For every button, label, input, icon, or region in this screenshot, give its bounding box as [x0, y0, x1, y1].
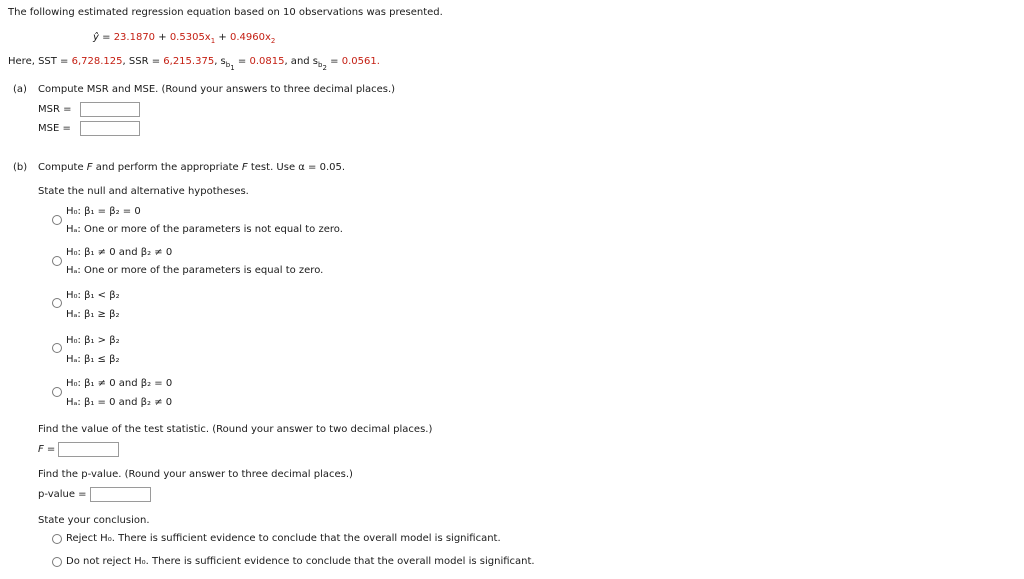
b1-term: 0.5305x	[169, 32, 211, 43]
hypothesis-option-3-h0: H₀: β₁ < β₂	[66, 290, 120, 301]
hypothesis-option-1-radio[interactable]	[52, 215, 62, 225]
part-a-prompt: Compute MSR and MSE. (Round your answers to three decimal places.)	[38, 84, 396, 95]
sst-label: Here, SST =	[8, 56, 69, 67]
msr-label: MSR =	[38, 104, 72, 115]
sb1-label: , s	[214, 56, 226, 67]
hypothesis-option-2-radio[interactable]	[52, 256, 62, 266]
hypothesis-option-1-ha: Hₐ: One or more of the parameters is not equal to zero.	[66, 224, 343, 235]
hypothesis-option-2-ha: Hₐ: One or more of the parameters is equal to zero.	[66, 265, 324, 276]
hypotheses-prompt: State the null and alternative hypotheses.	[38, 186, 249, 197]
intro-text: The following estimated regression equation based on 10 observations was presented.	[8, 7, 443, 18]
p-value-label: p-value =	[38, 489, 87, 500]
hypothesis-option-4-radio[interactable]	[52, 343, 62, 353]
f-label: F =	[38, 444, 56, 455]
ssr-label: , SSR =	[122, 56, 161, 67]
given-values: Here, SST = 6,728.125, SSR = 6,215.375, $s_{b_1} = 0.0815$, and $s_{b_2} = 0.0561$.	[8, 56, 380, 72]
period: .	[376, 56, 380, 67]
sb1-equals: =	[237, 56, 247, 67]
hypothesis-option-5-h0: H₀: β₁ ≠ 0 and β₂ = 0	[66, 378, 173, 389]
sb2-value: 0.0561	[341, 56, 377, 67]
equals-sign: =	[102, 32, 111, 43]
b2-term: 0.4960x	[229, 32, 271, 43]
conclusion-option-1-radio[interactable]	[52, 534, 62, 544]
msr-input[interactable]	[80, 102, 140, 117]
conclusion-prompt: State your conclusion.	[38, 515, 150, 526]
p-value-prompt: Find the p-value. (Round your answer to three decimal places.)	[38, 469, 353, 480]
part-a-label: (a)	[13, 84, 27, 95]
x2-subscript: 2	[270, 37, 276, 45]
intercept-value: 23.1870	[113, 32, 156, 43]
yhat-symbol: ŷ	[93, 32, 99, 43]
hypothesis-option-4-h0: H₀: β₁ > β₂	[66, 335, 120, 346]
f-statistic-input[interactable]	[58, 442, 119, 457]
conclusion-option-2-text: Do not reject H₀. There is sufficient evidence to conclude that the overall model is significant.	[66, 556, 535, 567]
mse-input[interactable]	[80, 121, 140, 136]
plus-sign: +	[218, 32, 227, 43]
hypothesis-option-5-radio[interactable]	[52, 387, 62, 397]
hypothesis-option-2-h0: H₀: β₁ ≠ 0 and β₂ ≠ 0	[66, 247, 173, 258]
mse-label: MSE =	[38, 123, 71, 134]
regression-equation	[93, 32, 275, 43]
hypothesis-option-3-radio[interactable]	[52, 298, 62, 308]
test-statistic-prompt: Find the value of the test statistic. (Round your answer to two decimal places.)	[38, 424, 433, 435]
and-sb2-label: , and s	[284, 56, 319, 67]
sb2-equals: =	[330, 56, 339, 67]
p-value-input[interactable]	[90, 487, 151, 502]
part-b-prompt: Compute F and perform the appropriate F test. Use α = 0.05.	[38, 162, 346, 173]
hypothesis-option-4-ha: Hₐ: β₁ ≤ β₂	[66, 354, 120, 365]
plus-sign: +	[158, 32, 167, 43]
conclusion-option-1-text: Reject H₀. There is sufficient evidence to conclude that the overall model is significant.	[66, 533, 501, 544]
hypothesis-option-5-ha: Hₐ: β₁ = 0 and β₂ ≠ 0	[66, 397, 173, 408]
ssr-value: 6,215.375	[163, 56, 215, 67]
conclusion-option-2-radio[interactable]	[52, 557, 62, 567]
x1-subscript: 1	[210, 37, 216, 45]
sb1-value: 0.0815	[249, 56, 285, 67]
hypothesis-option-3-ha: Hₐ: β₁ ≥ β₂	[66, 309, 120, 320]
sst-value: 6,728.125	[71, 56, 123, 67]
part-b-label: (b)	[13, 162, 28, 173]
hypothesis-option-1-h0: H₀: β₁ = β₂ = 0	[66, 206, 141, 217]
